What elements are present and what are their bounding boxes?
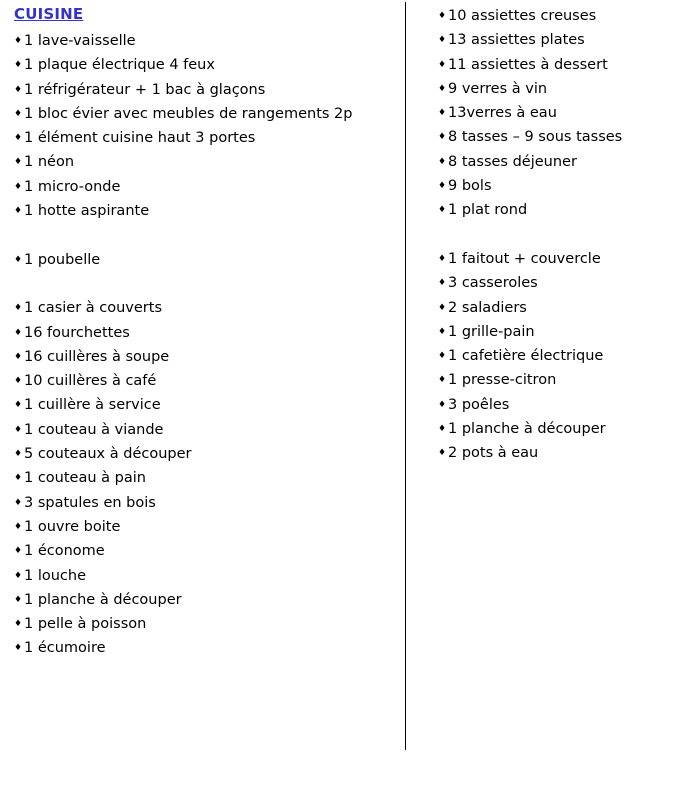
list-item: ♦ 1 écumoire <box>14 636 405 660</box>
list-item: ♦ 1 élément cuisine haut 3 portes <box>14 126 405 150</box>
list-item: ♦ 1 hotte aspirante <box>14 199 405 223</box>
list-spacer <box>438 223 698 247</box>
right-inventory-list <box>438 4 698 466</box>
list-item: ♦ 1 lave-vaisselle <box>14 29 405 53</box>
list-item: ♦ 1 louche <box>14 564 405 588</box>
page-title: CUISINE <box>14 5 84 23</box>
list-spacer <box>14 272 405 296</box>
list-item: ♦ 1 cuillère à service <box>14 393 405 417</box>
list-item: ♦ 1 faitout + couvercle <box>438 247 698 271</box>
list-item: ♦ 16 cuillères à soupe <box>14 345 405 369</box>
list-item: ♦ 8 tasses déjeuner <box>438 150 698 174</box>
list-item: ♦ 1 couteau à pain <box>14 466 405 490</box>
list-item: ♦ 1 presse-citron <box>438 368 698 392</box>
list-item: ♦ 2 saladiers <box>438 296 698 320</box>
list-item: ♦ 1 ouvre boite <box>14 515 405 539</box>
list-item: ♦ 9 bols <box>438 174 698 198</box>
list-item: ♦ 10 assiettes creuses <box>438 4 698 28</box>
list-item: ♦ 11 assiettes à dessert <box>438 53 698 77</box>
list-item: ♦ 1 bloc évier avec meubles de rangements 2p <box>14 102 405 126</box>
list-item: ♦ 1 plat rond <box>438 198 698 222</box>
list-item: ♦ 13 assiettes plates <box>438 28 698 52</box>
list-item: ♦ 1 couteau à viande <box>14 418 405 442</box>
list-item: ♦ 1 planche à découper <box>14 588 405 612</box>
list-item: ♦ 1 réfrigérateur + 1 bac à glaçons <box>14 78 405 102</box>
list-item: ♦ 1 néon <box>14 150 405 174</box>
list-item: ♦ 1 grille-pain <box>438 320 698 344</box>
list-spacer <box>14 223 405 247</box>
list-item: ♦ 1 poubelle <box>14 248 405 272</box>
list-item: ♦ 5 couteaux à découper <box>14 442 405 466</box>
list-item: ♦ 16 fourchettes <box>14 321 405 345</box>
list-item: ♦ 9 verres à vin <box>438 77 698 101</box>
list-item: ♦ 1 pelle à poisson <box>14 612 405 636</box>
list-item: ♦ 1 économe <box>14 539 405 563</box>
right-column <box>406 0 698 466</box>
list-item: ♦ 2 pots à eau <box>438 441 698 465</box>
list-item: ♦ 10 cuillères à café <box>14 369 405 393</box>
list-item: ♦ 1 cafetière électrique <box>438 344 698 368</box>
list-item: ♦ 3 casseroles <box>438 271 698 295</box>
list-item: ♦ 1 micro-onde <box>14 175 405 199</box>
list-item: ♦ 3 spatules en bois <box>14 491 405 515</box>
list-item: ♦ 3 poêles <box>438 393 698 417</box>
left-inventory-list <box>14 29 405 661</box>
list-item: ♦ 13verres à eau <box>438 101 698 125</box>
left-column <box>0 0 405 661</box>
list-item: ♦ 1 planche à découper <box>438 417 698 441</box>
list-item: ♦ 1 casier à couverts <box>14 296 405 320</box>
list-item: ♦ 1 plaque électrique 4 feux <box>14 53 405 77</box>
list-item: ♦ 8 tasses – 9 sous tasses <box>438 125 698 149</box>
